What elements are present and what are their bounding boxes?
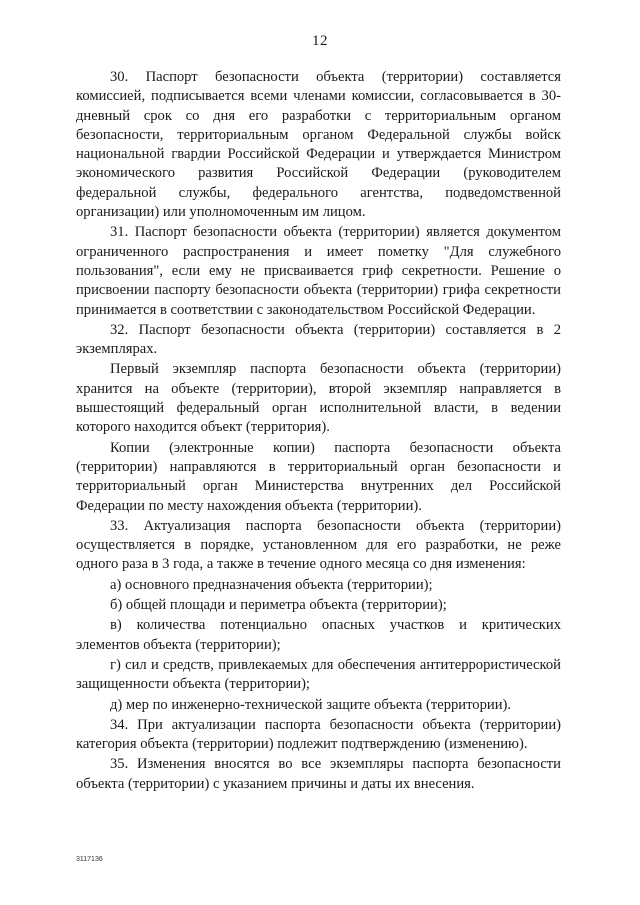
paragraph-32: 32. Паспорт безопасности объекта (территории) составляется в 2 экземплярах.: [76, 321, 561, 358]
document-code: 3117136: [76, 856, 103, 863]
list-item-b: б) общей площади и периметра объекта (территории);: [110, 597, 447, 614]
list-item-v: в) количества потенциально опасных участков и критических элементов объекта (территории);: [76, 617, 561, 653]
paragraph-33: 33. Актуализация паспорта безопасности объекта (территории) осуществляется в порядке, установленном для его разработки, не реже одного раза в 3 года, а также в течение одного месяца со дня изменения:: [76, 517, 561, 573]
list-item-a: а) основного предназначения объекта (территории);: [110, 576, 433, 593]
list-item-g: г) сил и средств, привлекаемых для обеспечения антитеррористической защищенности объекта (территории);: [76, 656, 561, 693]
paragraph-32-first-copy: Первый экземпляр паспорта безопасности объекта (территории) хранится на объекте (территории), второй экземпляр направляется в вышестоящий федеральный орган исполнительной власти, в ведении которого находится объект (территория).: [76, 361, 561, 436]
page-number: 12: [312, 33, 328, 49]
paragraph-32-copies: Копии (электронные копии) паспорта безопасности объекта (территории) направляются в территориальный орган безопасности и территориальный орган Министерства внутренних дел Российской Федерации по месту нахождения объекта (территории).: [76, 439, 561, 514]
document-body: [76, 68, 561, 794]
list-item-d: д) мер по инженерно-технической защите объекта (территории).: [110, 696, 512, 713]
paragraph-34: 34. При актуализации паспорта безопасности объекта (территории) категория объекта (территории) подлежит подтверждению (изменению).: [76, 716, 561, 753]
paragraph-30: 30. Паспорт безопасности объекта (территории) составляется комиссией, подписывается всеми членами комиссии, согласовывается в 30-дневный срок со дня его разработки с территориальным органом безопасности, территориальным органом Федеральной службы войск национальной гвардии Российской Федерации и утверждается Министром экономического развития Российской Федерации (руководителем федеральной службы, федерального агентства, подведомственной организации) или уполномоченным им лицом.: [76, 69, 561, 221]
paragraph-31: 31. Паспорт безопасности объекта (территории) является документом ограниченного распространения и имеет пометку "Для служебного пользования", если ему не присваивается гриф секретности. Решение о присвоении паспорту безопасности объекта (территории) грифа секретности принимается в соответствии с законодательством Российской Федерации.: [76, 224, 561, 318]
paragraph-35: 35. Изменения вносятся во все экземпляры паспорта безопасности объекта (территории) с указанием причины и даты их внесения.: [76, 756, 561, 792]
